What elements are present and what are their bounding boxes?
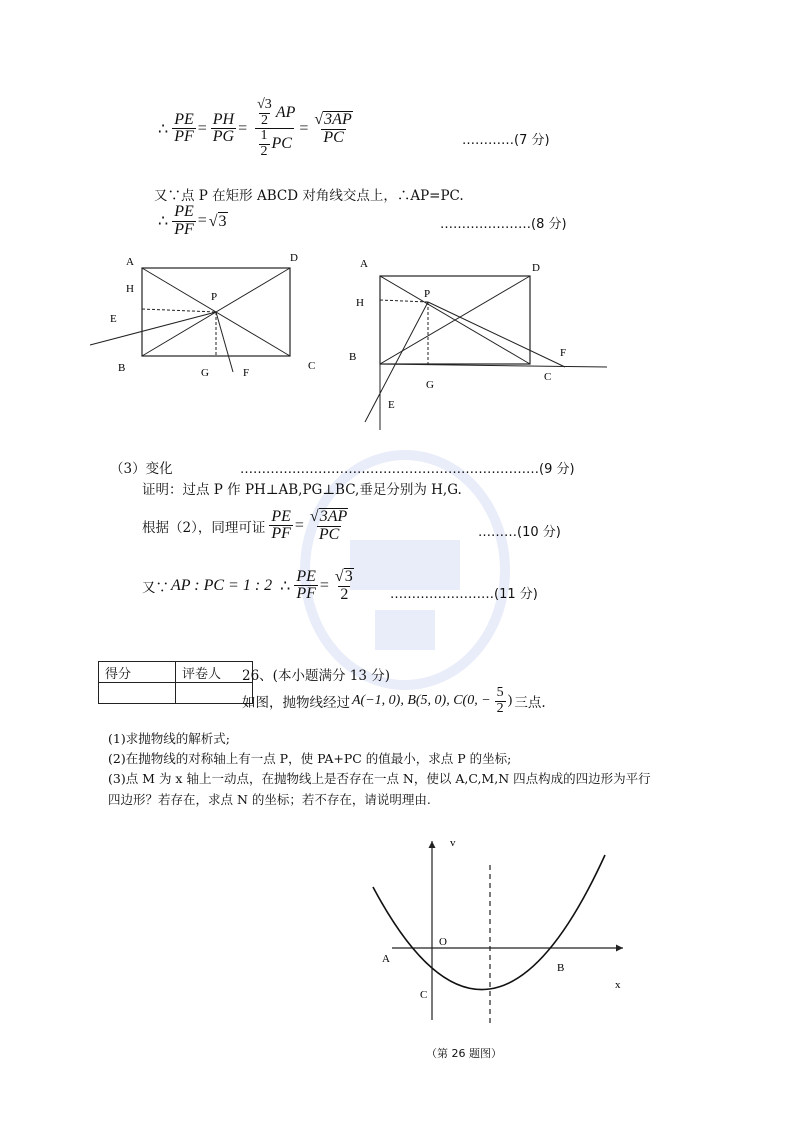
frac-ph: PH	[212, 110, 235, 128]
sqrt3ap: 3AP	[324, 111, 352, 129]
one: 1	[260, 128, 268, 144]
score-label: 得分	[99, 662, 176, 683]
two: 2	[260, 144, 268, 160]
frac-pe: PE	[174, 110, 194, 128]
part3-heading: （3）变化	[110, 461, 173, 477]
step7-score: …………(7 分)	[462, 133, 550, 148]
q26-part2: (2)在抛物线的对称轴上有一点 P，使 PA+PC 的值最小，求点 P 的坐标;	[108, 751, 512, 766]
step8-equation: ∴ $\frac{PE}{PF}$ = √ 3	[158, 203, 227, 238]
frac-pf: PF	[174, 128, 194, 146]
equals-sign: =	[238, 119, 248, 137]
frac-pe: PE	[174, 203, 194, 220]
step8-score: …………………(8 分)	[440, 217, 567, 232]
label-g: G	[201, 367, 209, 379]
ap-label: AP	[275, 103, 296, 121]
sqrt-three: 3	[344, 568, 353, 585]
q26-part1: (1)求抛物线的解析式;	[108, 731, 230, 746]
step11-equation: 又∵ AP : PC = 1 : 2 ∴ $\frac{PE}{PF}$ = √ 3 2	[142, 567, 353, 603]
label-a: A	[126, 256, 134, 268]
score-cell[interactable]	[99, 683, 176, 704]
label-d: D	[290, 252, 298, 264]
label-e: E	[388, 399, 395, 411]
q26-part3a: (3)点 M 为 x 轴上一动点，在抛物线上是否存在一点 N，使以 A,C,M,N 四点构成的四边形为平行	[108, 771, 651, 786]
equals-sign: =	[319, 576, 329, 594]
grade-table	[98, 661, 253, 704]
two: 2	[260, 112, 268, 128]
parabola-figure	[365, 835, 630, 1025]
label-c: C	[308, 360, 316, 372]
therefore-symbol: ∴	[158, 213, 169, 231]
sqrt3ap: 3AP	[319, 508, 348, 525]
q26-intro	[242, 686, 548, 716]
q26-points-close: )	[507, 693, 513, 709]
equals-sign: =	[299, 119, 309, 137]
label-d: D	[532, 262, 540, 274]
label-e: E	[110, 313, 117, 325]
label-b: B	[118, 362, 126, 374]
therefore-symbol: ∴	[158, 120, 169, 138]
two: 2	[340, 585, 349, 603]
q26-part3b: 四边形？若存在，求点 N 的坐标；若不存在，请说明理由.	[108, 792, 431, 807]
label-o: O	[439, 936, 447, 948]
label-y: v	[450, 837, 456, 849]
label-x: x	[615, 979, 621, 991]
step7-equation: ∴ $\frac{PE}{PF}$ = $\frac{PH}{PG}$ = $\frac{√3}{2}$ AP $\frac{1}{2}$ PC = √ 3AP PC	[158, 97, 352, 160]
label-p: P	[211, 291, 218, 303]
label-f: F	[243, 367, 250, 379]
label-h: H	[126, 283, 134, 295]
label-b: B	[557, 962, 565, 974]
step11-score: ……………………(11 分)	[390, 587, 538, 602]
frac-pf: PF	[174, 220, 194, 238]
frac-pf: PF	[296, 585, 316, 603]
q26-intro-prefix: 如图，抛物线经过	[242, 695, 350, 712]
label-g: G	[426, 379, 434, 391]
c-numerator: 5	[496, 685, 504, 700]
label-h: H	[356, 297, 364, 309]
frac-pf: PF	[271, 525, 291, 543]
c-denominator: 2	[496, 700, 504, 716]
right-rectangle-figure	[345, 252, 615, 434]
q26-points: A(−1, 0), B(5, 0), C(0, −	[352, 693, 491, 709]
label-c: C	[420, 989, 428, 1001]
ratio-ap-pc: AP : PC = 1 : 2	[171, 576, 273, 594]
line-pe	[365, 302, 428, 422]
equals-sign: =	[294, 516, 304, 534]
frac-pc: PC	[323, 128, 344, 146]
label-a: A	[360, 258, 368, 270]
reviewer-label: 评卷人	[176, 662, 253, 683]
figure-caption: （第 26 题图）	[426, 1047, 502, 1060]
label-f: F	[560, 347, 567, 359]
label-a: A	[382, 953, 390, 965]
sqrt3: √3	[257, 97, 272, 112]
step10-equation: 根据（2），同理可证 $\frac{PE}{PF}$ = √ 3AP PC	[142, 507, 348, 543]
line-pe	[90, 312, 216, 345]
left-rectangle-figure	[85, 245, 345, 390]
q26-intro-suffix: 三点.	[514, 695, 546, 712]
dashed-ph	[142, 309, 216, 312]
step10-prefix: 根据（2），同理可证	[142, 519, 266, 536]
frac-pe: PE	[271, 507, 291, 525]
label-b: B	[349, 351, 357, 363]
part3-proof: 证明：过点 P 作 PH⊥AB,PG⊥BC,垂足分别为 H,G.	[142, 482, 462, 498]
line-pf	[428, 302, 565, 367]
frac-pg: PG	[212, 128, 235, 146]
q26-title: 26、(本小题满分 13 分)	[242, 668, 390, 684]
ap-equals-pc-line: 又∵点 P 在矩形 ABCD 对角线交点上，∴AP=PC.	[154, 188, 464, 204]
frac-pe: PE	[296, 567, 316, 585]
therefore-symbol: ∴	[280, 577, 291, 595]
parabola-curve	[373, 855, 605, 990]
step11-prefix: 又∵	[142, 579, 169, 596]
part3-score: ……………………………………………………………(9 分)	[240, 462, 575, 477]
equals-sign: =	[197, 212, 207, 230]
reviewer-cell[interactable]	[176, 683, 253, 704]
label-c: C	[544, 371, 552, 383]
sqrt-three: 3	[218, 212, 227, 230]
frac-pc: PC	[318, 525, 340, 543]
label-p: P	[424, 288, 431, 300]
pc-label: PC	[271, 135, 292, 153]
equals-sign: =	[197, 119, 207, 137]
step10-score: ………(10 分)	[478, 525, 561, 540]
